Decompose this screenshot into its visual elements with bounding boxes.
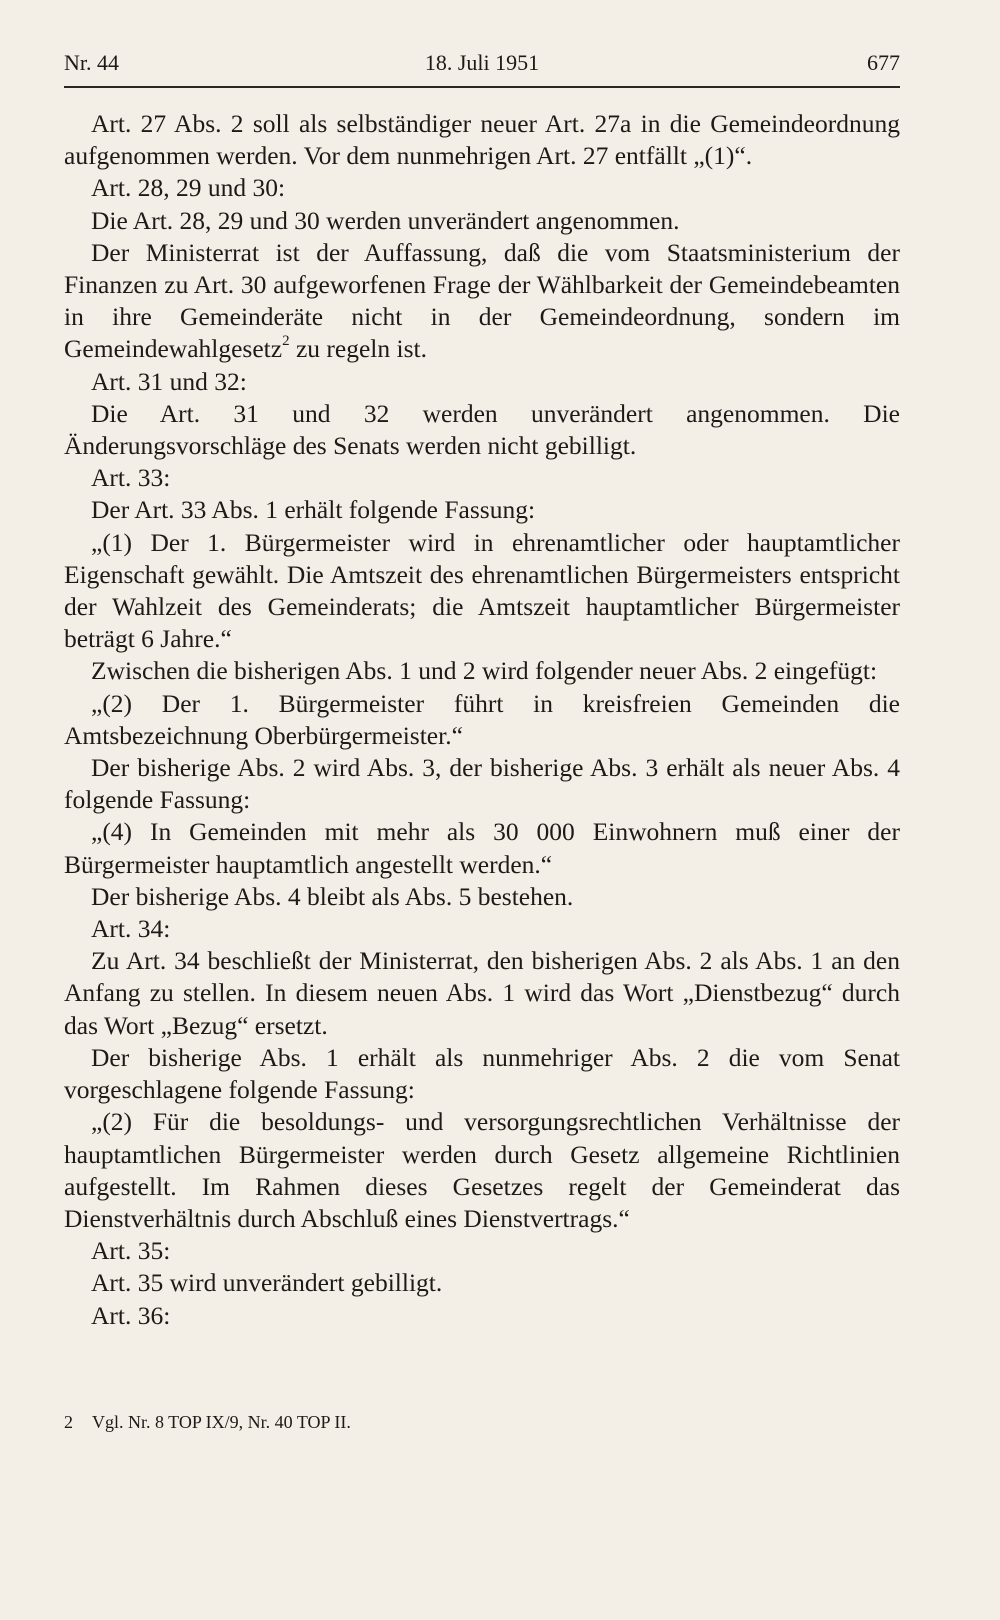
quoted-paragraph: „(1) Der 1. Bürgermeister wird in ehrenamtlicher oder hauptamtlicher Eigenschaft gewählt. Die Amtszeit des ehrenamtlichen Bürgermeisters entspricht der Wahlzeit des Gemeinderats; die Amtszeit hauptamtlicher Bürgermeister beträgt 6 Jahre.“ xyxy=(64,527,900,654)
paragraph: Der Art. 33 Abs. 1 erhält folgende Fassung: xyxy=(91,495,536,525)
header-date: 18. Juli 1951 xyxy=(424,50,540,75)
footnote-mark: 2 xyxy=(64,1412,73,1432)
quoted-paragraph: „(2) Der 1. Bürgermeister führt in kreisfreien Gemeinden die Amtsbezeichnung Oberbürgermeister.“ xyxy=(64,688,900,750)
paragraph: Die Art. 28, 29 und 30 werden unverändert angenommen. xyxy=(91,205,680,235)
paragraph: Zwischen die bisherigen Abs. 1 und 2 wird folgender neuer Abs. 2 eingefügt: xyxy=(91,656,878,686)
page-header xyxy=(64,46,900,86)
article-heading: Art. 28, 29 und 30: xyxy=(91,173,286,203)
article-heading: Art. 33: xyxy=(91,463,171,493)
page-number: 677 xyxy=(867,50,900,75)
paragraph: Art. 35 wird unverändert gebilligt. xyxy=(91,1268,443,1298)
article-heading: Art. 35: xyxy=(91,1236,171,1266)
article-heading: Art. 31 und 32: xyxy=(91,366,247,396)
body-text xyxy=(64,108,900,1332)
header-rule xyxy=(64,86,900,88)
article-heading: Art. 34: xyxy=(91,914,171,944)
paragraph-text-end: zu regeln ist. xyxy=(289,334,427,364)
paragraph: Zu Art. 34 beschließt der Ministerrat, den bisherigen Abs. 2 als Abs. 1 an den Anfang zu stellen. In diesem neuen Abs. 1 wird das Wort „Dienstbezug“ durch das Wort „Bezug“ ersetzt. xyxy=(64,946,900,1040)
paragraph: Der bisherige Abs. 1 erhält als nunmehriger Abs. 2 die vom Senat vorgeschlagene folgende Fassung: xyxy=(64,1042,900,1105)
footnote xyxy=(64,1410,900,1434)
paragraph: Die Art. 31 und 32 werden unverändert angenommen. Die Änderungsvorschläge des Senats werden nicht gebilligt. xyxy=(64,398,900,461)
paragraph: Der bisherige Abs. 2 wird Abs. 3, der bisherige Abs. 3 erhält als neuer Abs. 4 folgende Fassung: xyxy=(64,753,900,815)
article-heading: Art. 36: xyxy=(91,1300,171,1330)
footnote-reference[interactable]: 2 xyxy=(282,332,290,349)
paragraph-text: Der Ministerrat ist der Auffassung, daß die vom Staatsministerium der Finanzen zu Art. 30 aufgeworfenen Frage der Wählbarkeit der Gemeindebeamten in ihre Gemeinderäte nicht in der Gemeindeordnung, sondern im Gemeindewahlgesetz xyxy=(64,237,900,364)
quoted-paragraph: „(4) In Gemeinden mit mehr als 30 000 Einwohnern muß einer der Bürgermeister hauptamtlich angestellt werden.“ xyxy=(64,817,900,879)
footnote-text: Vgl. Nr. 8 TOP IX/9, Nr. 40 TOP II. xyxy=(92,1412,351,1432)
issue-number: Nr. 44 xyxy=(64,50,119,75)
quoted-paragraph: „(2) Für die besoldungs- und versorgungsrechtlichen Verhältnisse der hauptamtlichen Bürgermeister werden durch Gesetz allgemeine Richtlinien aufgestellt. Im Rahmen dieses Gesetzes regelt der Gemeinderat das Dienstverhältnis durch Abschluß eines Dienstvertrags.“ xyxy=(64,1107,900,1233)
paragraph: Der bisherige Abs. 4 bleibt als Abs. 5 bestehen. xyxy=(91,881,574,911)
paragraph: Art. 27 Abs. 2 soll als selbständiger neuer Art. 27a in die Gemeindeordnung aufgenommen werden. Vor dem nunmehrigen Art. 27 entfällt „(1)“. xyxy=(64,109,900,171)
paragraph xyxy=(64,237,900,366)
